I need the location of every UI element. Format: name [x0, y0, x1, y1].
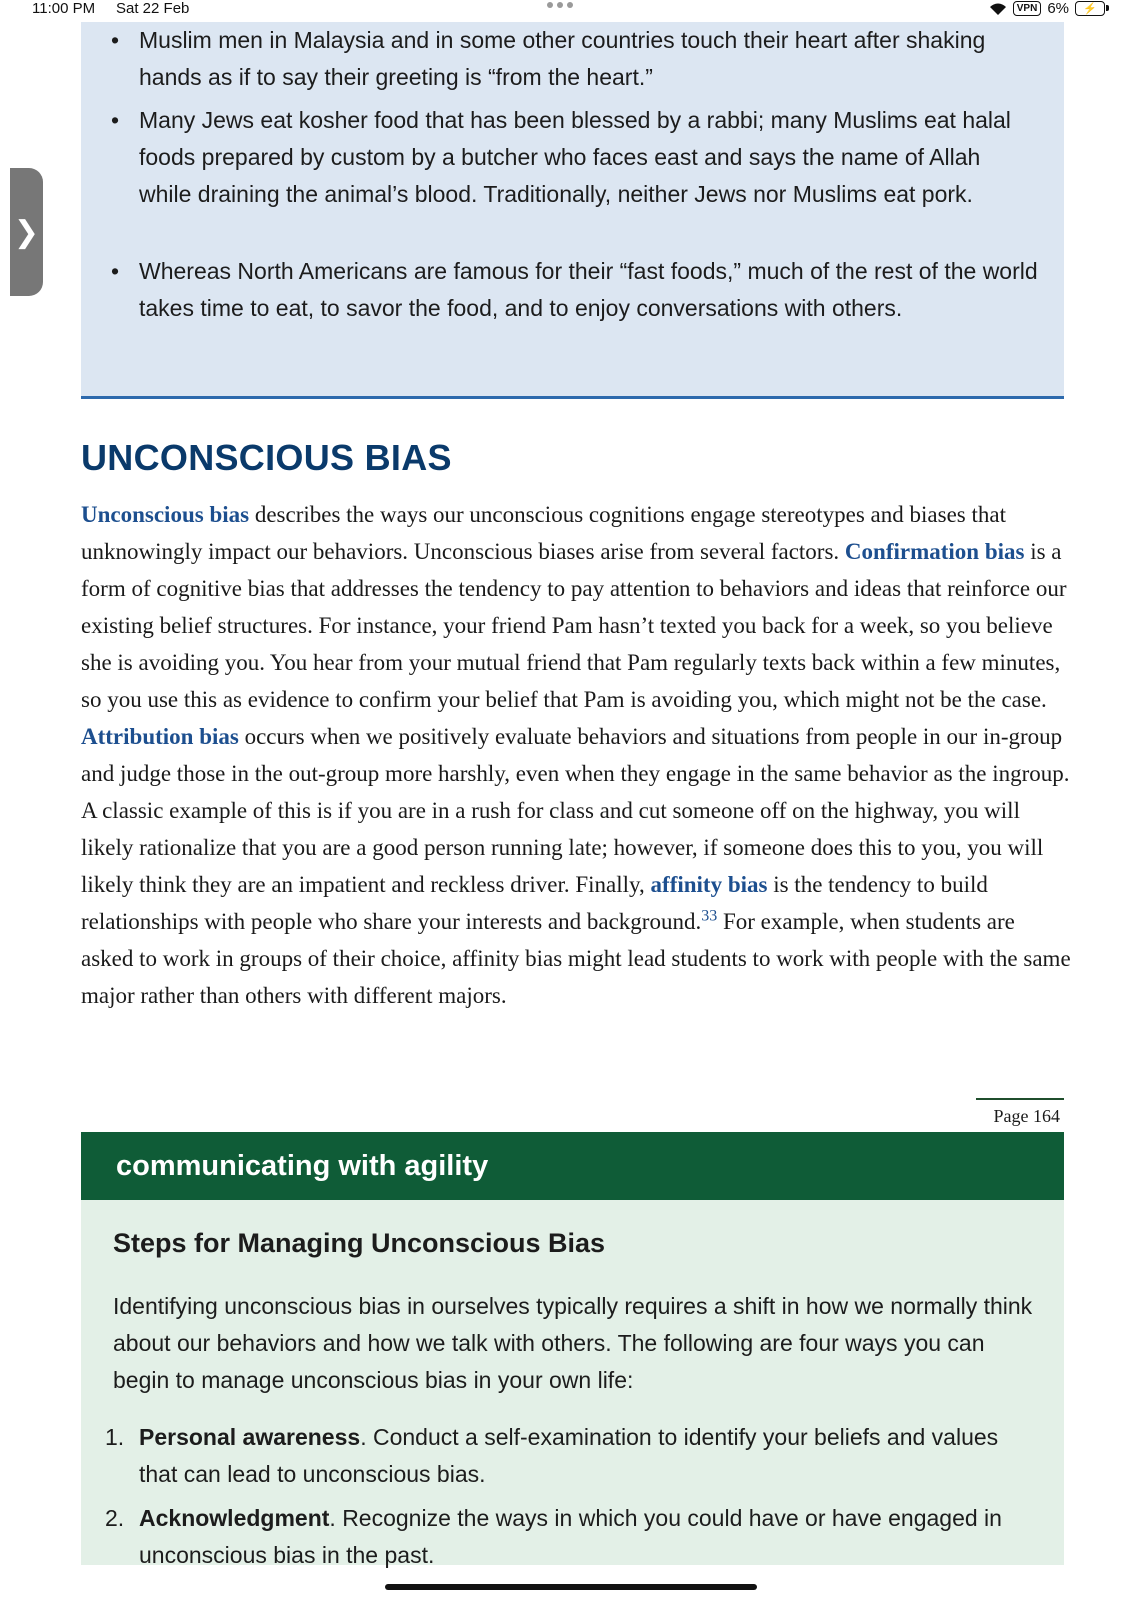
feature-box-header: communicating with agility: [81, 1132, 1064, 1200]
term-link-attribution-bias[interactable]: Attribution bias: [81, 724, 239, 749]
status-indicators: [989, 0, 1105, 17]
multitasking-dots-icon[interactable]: [547, 2, 573, 8]
feature-box-intro: Identifying unconscious bias in ourselves typically requires a shift in how we normally think about our behaviors and how we talk with others. The following are four ways you can begin to manage unconscious bias in your own life:: [113, 1293, 1033, 1393]
step-description: . Conduct a self-examination to identify your beliefs and values that can lead to unconscious bias.: [139, 1424, 999, 1487]
status-date: Sat 22 Feb: [116, 0, 190, 17]
term-link-affinity-bias[interactable]: affinity bias: [650, 872, 768, 897]
bullet-text: Whereas North Americans are famous for their “fast foods,” much of the rest of the world takes time to eat, to savor the food, and to enjoy conversations with others.: [139, 258, 1038, 321]
bullet-text: Muslim men in Malaysia and in some other countries touch their heart after shaking hands as if to say their greeting is “from the heart.”: [139, 27, 986, 90]
term-link-confirmation-bias[interactable]: Confirmation bias: [844, 539, 1025, 564]
battery-charging-icon: ⚡: [1075, 1, 1105, 16]
home-indicator[interactable]: [385, 1584, 757, 1590]
paragraph-text: is a form of cognitive bias that addresses the tendency to pay attention to behaviors and ideas that reinforce our existing belief structures. For instance, your friend Pam hasn’t texted you back for a week, so you believe she is avoiding you. You hear from your mutual friend that Pam regularly texts back within a few minutes, so you use this as evidence to confirm your belief that Pam is avoiding you, which might not be the case.: [81, 539, 1067, 712]
culture-examples-box: [81, 22, 1064, 399]
step-text: [139, 1500, 1019, 1574]
bullet-icon: •: [111, 27, 120, 53]
bullet-icon: •: [111, 258, 120, 284]
page-number: Page 164: [993, 1106, 1060, 1126]
feature-box-title: Steps for Managing Unconscious Bias: [113, 1228, 606, 1258]
paragraph-text: For example, when students are asked to work in groups of their choice, affinity bias might lead students to work with people with the same major rather than others with different majors.: [81, 909, 1071, 1008]
paragraph-text: occurs when we positively evaluate behaviors and situations from people in our in-group and judge those in the out-group more harshly, even when they engage in the same behavior as the ingroup. A classic example of this is if you are in a rush for class and cut someone off on the highway, you will likely rationalize that you are a good person running late; however, if someone does this to you, you will likely think they are an impatient and reckless driver. Finally,: [81, 724, 1070, 897]
term-link-unconscious-bias[interactable]: Unconscious bias: [81, 502, 250, 527]
feature-box-body: [81, 1200, 1064, 1568]
bullet-text: Many Jews eat kosher food that has been blessed by a rabbi; many Muslims eat halal foods prepared by custom by a butcher who faces east and says the name of Allah while draining the animal’s blood. Traditionally, neither Jews nor Muslims eat pork.: [139, 107, 1011, 207]
step-text: [139, 1419, 1019, 1493]
footnote-link[interactable]: 33: [701, 907, 718, 925]
battery-percent: 6%: [1047, 0, 1069, 17]
status-time: 11:00 PM: [32, 0, 96, 17]
step-term: Personal awareness: [139, 1424, 361, 1450]
step-number: 1.: [105, 1424, 125, 1450]
body-paragraph: [81, 496, 1071, 1014]
sidebar-toggle-handle[interactable]: [10, 168, 43, 296]
paragraph-text: describes the ways our unconscious cognitions engage stereotypes and biases that unknowingly impact our behaviors. Unconscious biases arise from several factors.: [81, 502, 1006, 564]
step-number: 2.: [105, 1505, 125, 1531]
vpn-badge: VPN: [1013, 1, 1042, 16]
bullet-icon: •: [111, 107, 120, 133]
page-divider: [976, 1098, 1064, 1100]
step-term: Acknowledgment: [139, 1505, 330, 1531]
status-bar: [0, 0, 1127, 22]
wifi-icon: [989, 2, 1007, 16]
section-heading: UNCONSCIOUS BIAS: [81, 437, 452, 478]
chevron-right-icon: ❯: [13, 215, 40, 249]
step-description: . Recognize the ways in which you could have or have engaged in unconscious bias in the past.: [139, 1505, 1002, 1568]
paragraph-text: is the tendency to build relationships with people who share your interests and background.: [81, 872, 988, 934]
